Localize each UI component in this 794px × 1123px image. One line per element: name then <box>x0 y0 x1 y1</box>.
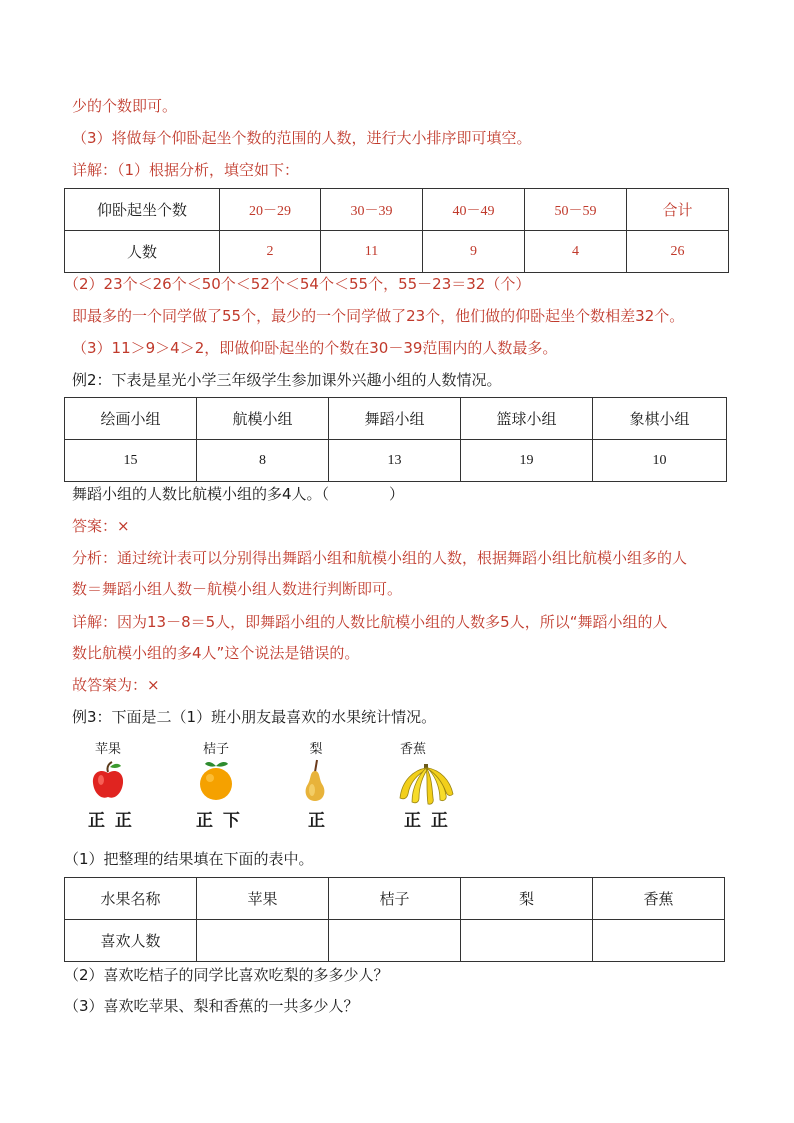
situp-table <box>64 188 729 273</box>
detail-step-2: （2）23个＜26个＜50个＜52个＜54个＜55个，55－23＝32（个） <box>64 275 531 293</box>
example-2-conclusion: 故答案为：× <box>72 676 160 694</box>
detail-step-3: （3）11＞9＞4＞2，即做仰卧起坐的个数在30－39范围内的人数最多。 <box>72 339 558 357</box>
fruit-pear <box>296 742 336 806</box>
fruit-apple <box>88 742 128 806</box>
orange-icon <box>196 758 236 802</box>
tally-banana: 正 正 <box>404 811 450 831</box>
table-header-cell: 象棋小组 <box>593 398 727 440</box>
tally-orange: 正 下 <box>196 811 242 831</box>
fruit-name: 香蕉 <box>400 742 427 757</box>
fruit-name: 桔子 <box>202 742 229 757</box>
example-2-analysis-b: 数＝舞蹈小组人数－航模小组人数进行判断即可。 <box>72 580 403 598</box>
pear-icon <box>296 758 336 802</box>
table-header-cell: 50－59 <box>525 189 627 231</box>
table-header-cell: 合计 <box>627 189 729 231</box>
situp-header-row <box>65 189 729 231</box>
fruit-header-row <box>65 878 725 920</box>
blank-cell[interactable] <box>329 920 461 962</box>
example-2-analysis-a: 分析：通过统计表可以分别得出舞蹈小组和航模小组的人数，根据舞蹈小组比航模小组多的人 <box>72 549 688 567</box>
fruit-name: 苹果 <box>94 742 121 757</box>
analysis-step-3: （3）将做每个仰卧起坐个数的范围的人数，进行大小排序即可填空。 <box>72 129 532 147</box>
apple-icon <box>88 758 128 802</box>
table-cell: 10 <box>593 440 727 482</box>
table-cell: 13 <box>329 440 461 482</box>
table-header-cell: 桔子 <box>329 878 461 920</box>
table-header-cell: 20－29 <box>220 189 321 231</box>
table-header-cell: 香蕉 <box>593 878 725 920</box>
example-3-question-1: （1）把整理的结果填在下面的表中。 <box>64 850 314 868</box>
situp-value-row <box>65 231 729 273</box>
banana-icon <box>396 758 456 806</box>
detail-step-2b: 即最多的一个同学做了55个，最少的一个同学做了23个，他们做的仰卧起坐个数相差32个。 <box>72 307 685 325</box>
fruit-orange <box>196 742 236 806</box>
table-cell: 2 <box>220 231 321 273</box>
table-cell: 19 <box>461 440 593 482</box>
fruit-banana <box>396 742 456 810</box>
table-cell: 8 <box>197 440 329 482</box>
example-2-detail-a: 详解：因为13－8＝5人，即舞蹈小组的人数比航模小组的人数多5人，所以“舞蹈小组的人 <box>72 613 668 631</box>
detail-step-1: 详解：（1）根据分析，填空如下： <box>72 161 300 179</box>
blank-cell[interactable] <box>461 920 593 962</box>
table-header-cell: 舞蹈小组 <box>329 398 461 440</box>
table-row-label: 人数 <box>65 231 220 273</box>
tally-pear: 正 <box>308 811 327 831</box>
table-header-cell: 篮球小组 <box>461 398 593 440</box>
table-cell: 9 <box>423 231 525 273</box>
interest-header-row <box>65 398 727 440</box>
table-header-cell: 仰卧起坐个数 <box>65 189 220 231</box>
table-header-cell: 航模小组 <box>197 398 329 440</box>
interest-group-table <box>64 397 727 482</box>
table-header-cell: 30－39 <box>321 189 423 231</box>
fruit-name: 梨 <box>309 742 323 757</box>
table-header-cell: 水果名称 <box>65 878 197 920</box>
table-header-cell: 梨 <box>461 878 593 920</box>
table-row-label: 喜欢人数 <box>65 920 197 962</box>
table-header-cell: 40－49 <box>423 189 525 231</box>
example-2-title: 例2：下表是星光小学三年级学生参加课外兴趣小组的人数情况。 <box>72 371 502 389</box>
table-header-cell: 绘画小组 <box>65 398 197 440</box>
table-header-cell: 苹果 <box>197 878 329 920</box>
blank-cell[interactable] <box>197 920 329 962</box>
example-2-answer: 答案：× <box>72 517 130 535</box>
table-cell: 11 <box>321 231 423 273</box>
table-cell: 26 <box>627 231 729 273</box>
fruit-table <box>64 877 725 962</box>
tally-apple: 正 正 <box>88 811 134 831</box>
analysis-tail: 少的个数即可。 <box>72 97 178 115</box>
example-2-detail-b: 数比航模小组的多4人”这个说法是错误的。 <box>72 644 360 662</box>
interest-value-row <box>65 440 727 482</box>
example-2-statement: 舞蹈小组的人数比航模小组的多4人。（ ） <box>72 485 405 503</box>
example-3-title: 例3：下面是二（1）班小朋友最喜欢的水果统计情况。 <box>72 708 437 726</box>
example-3-question-3: （3）喜欢吃苹果、梨和香蕉的一共多少人？ <box>64 997 359 1015</box>
table-cell: 15 <box>65 440 197 482</box>
fruit-value-row <box>65 920 725 962</box>
example-3-question-2: （2）喜欢吃桔子的同学比喜欢吃梨的多多少人？ <box>64 966 389 984</box>
blank-cell[interactable] <box>593 920 725 962</box>
table-cell: 4 <box>525 231 627 273</box>
